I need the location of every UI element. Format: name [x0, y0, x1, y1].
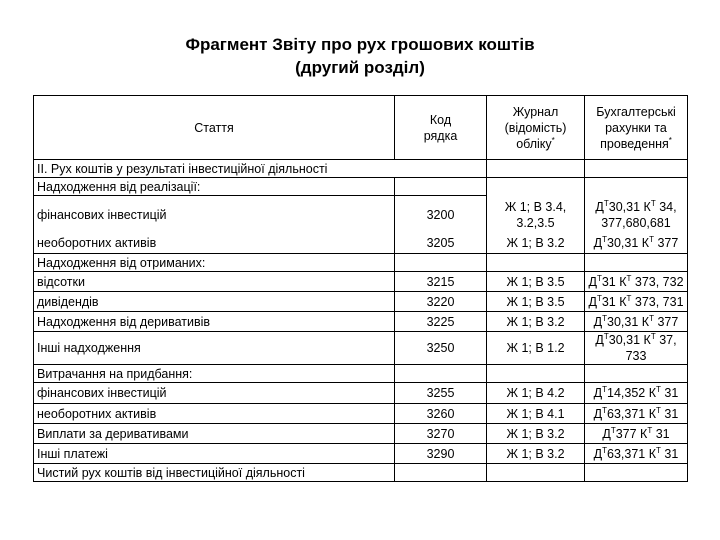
- table-row: відсотки 3215 Ж 1; В 3.5 $Д^Т31$ $К^Т$ 373, 732: [34, 272, 688, 292]
- table-row: фінансових інвестицій 3255 Ж 1; В 4.2 $Д^Т14,352$ $К^Т$ 31: [34, 383, 688, 404]
- title-line-1: Фрагмент Звіту про рух грошових коштів: [185, 35, 535, 54]
- table-row: Надходження від реалізації:: [34, 178, 688, 196]
- header-row: [34, 96, 688, 160]
- header-code: Код рядка: [395, 96, 487, 160]
- table-row: Інші платежі 3290 Ж 1; В 3.2 $Д^Т63,371$ $К^Т$ 31: [34, 444, 688, 464]
- table-row: Надходження від деривативів 3225 Ж 1; В 3.2 $Д^Т30,31$ $К^Т$ 377: [34, 312, 688, 332]
- section-title-row: [34, 160, 688, 178]
- table-row: Чистий рух коштів від інвестиційної діяльності: [34, 464, 688, 482]
- table-row: Інші надходження 3250 Ж 1; В 1.2 $Д^Т30,31$ $К^Т$ 37, 733: [34, 332, 688, 365]
- table-row: дивідендів 3220 Ж 1; В 3.5 $Д^Т31$ $К^Т$ 373, 731: [34, 292, 688, 312]
- cash-flow-table: [33, 95, 688, 482]
- header-article: Стаття: [34, 96, 395, 160]
- section-title: ІІ. Рух коштів у результаті інвестиційної діяльності: [34, 160, 487, 178]
- document-title: [0, 33, 720, 79]
- header-accounting: Бухгалтерські рахунки та проведення*: [585, 96, 688, 160]
- table-row: Надходження від отриманих:: [34, 254, 688, 272]
- header-journal: Журнал (відомість) обліку*: [487, 96, 585, 160]
- table-row: Виплати за деривативами 3270 Ж 1; В 3.2 $Д^Т377$ $К^Т$ 31: [34, 424, 688, 444]
- table-row: Витрачання на придбання:: [34, 365, 688, 383]
- title-line-2: (другий розділ): [295, 58, 425, 77]
- table-row: необоротних активів 3205 Ж 1; В 3.2 $Д^Т30,31$ $К^Т$ 377: [34, 234, 688, 254]
- table-row: фінансових інвестицій 3200 Ж 1; В 3.4, 3.2,3.5 $Д^Т30,31$ $К^Т$ 34, 377,680,681: [34, 196, 688, 234]
- table-row: необоротних активів 3260 Ж 1; В 4.1 $Д^Т63,371$ $К^Т$ 31: [34, 404, 688, 424]
